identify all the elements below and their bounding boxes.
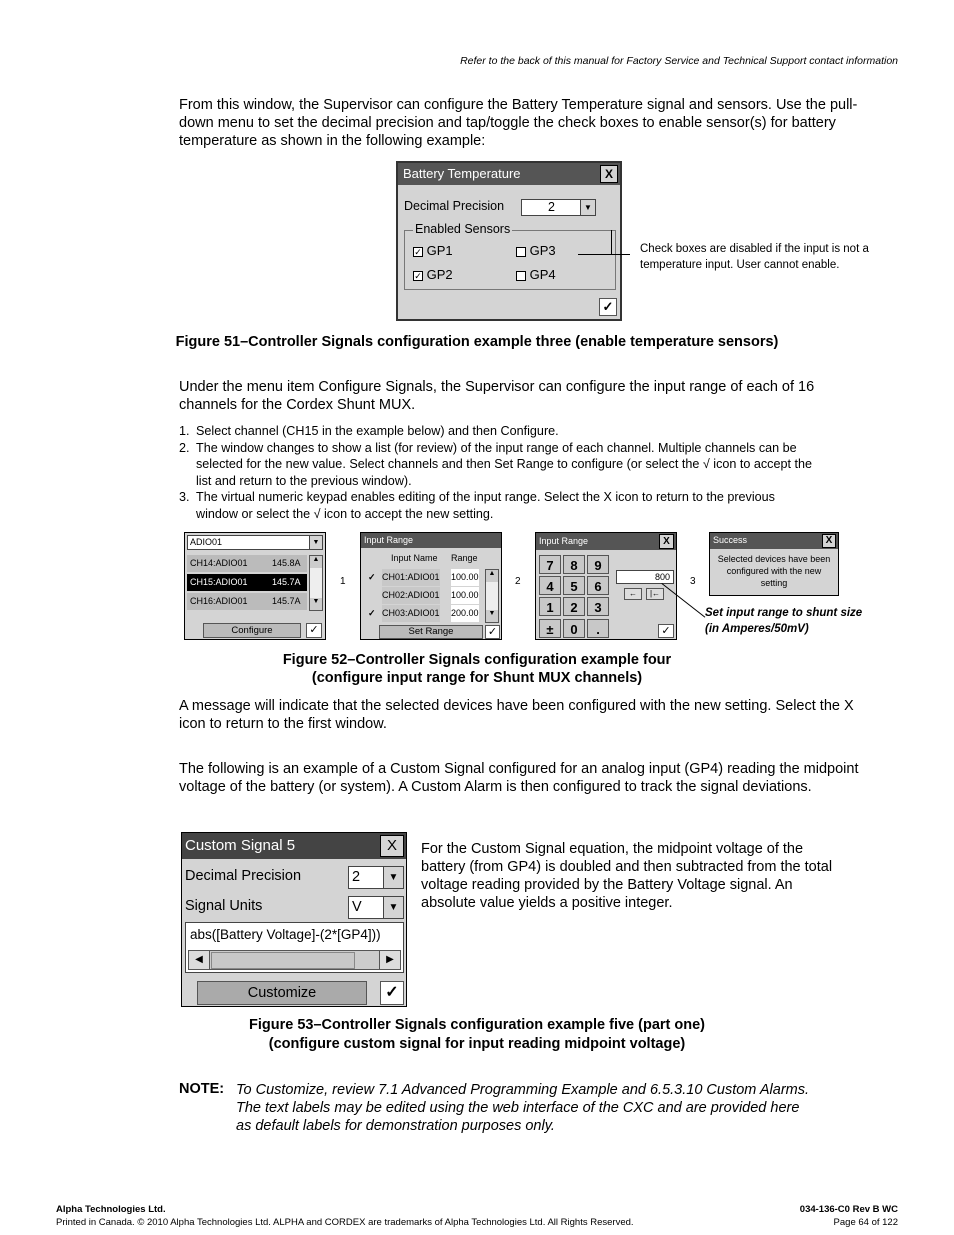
window-titlebar [361, 533, 501, 548]
enabled-sensors-group [404, 222, 616, 290]
ok-button[interactable]: ✓ [306, 623, 322, 638]
section4-paragraph: The following is an example of a Custom Signal configured for an analog input (GP4) reading the midpoint voltage of the battery (or system). A Custom Alarm is then configured to track the signal deviations. [179, 761, 859, 795]
window-titlebar [536, 533, 676, 550]
scroll-left-icon[interactable]: ◀ [189, 951, 210, 969]
note-text [236, 1081, 876, 1135]
clear-icon[interactable]: |← [646, 588, 664, 600]
chevron-down-icon[interactable]: ▼ [383, 867, 403, 888]
key-decimal[interactable]: . [587, 619, 609, 638]
signal-units-value: V [352, 899, 362, 915]
decimal-precision-label: Decimal Precision [185, 868, 302, 884]
window-titlebar [710, 533, 838, 549]
fig52-callout: Set input range to shunt size (in Amperes/50mV) [705, 607, 863, 635]
backspace-icon[interactable]: ← [624, 588, 642, 600]
fig53-description: For the Custom Signal equation, the midpoint voltage of the battery (from GP4) is doubled and then subtracted from the total voltage reading provided by the Battery Voltage signal. An absolute value yields a positive integer. [421, 841, 833, 911]
sensor-gp2[interactable] [413, 267, 453, 282]
note-line: as default labels for demonstration purposes only. [236, 1118, 555, 1134]
scroll-right-icon[interactable]: ▶ [379, 951, 400, 969]
window-title: Input Range [364, 535, 414, 545]
success-message: Selected devices have been configured with the new setting [717, 554, 831, 588]
list-item: 3. The virtual numeric keypad enables editing of the input range. Select the X icon to return to the previous window or select the √ icon to accept the new setting. [179, 490, 775, 521]
window-title: Input Range [539, 536, 589, 546]
scroll-down-icon[interactable]: ▼ [310, 598, 322, 610]
key-5[interactable]: 5 [563, 576, 585, 595]
footer-left [56, 1203, 634, 1229]
equation-value: abs([Battery Voltage]-(2*[GP4])) [190, 927, 381, 942]
column-header: Range [451, 553, 478, 563]
sensor-label: GP3 [529, 243, 556, 258]
key-6[interactable]: 6 [587, 576, 609, 595]
section2-paragraph: Under the menu item Configure Signals, the Supervisor can configure the input range of each of 16 channels for the Cordex Shunt MUX. [179, 379, 815, 413]
sensor-label: GP2 [426, 267, 453, 282]
set-range-button[interactable]: Set Range [379, 625, 483, 639]
callout-line [611, 230, 612, 255]
footer-doc-id: 034-136-C0 Rev B WC [799, 1204, 898, 1215]
figure-52-caption-line2: (configure input range for Shunt MUX channels) [311, 670, 643, 686]
numeric-keypad-window [535, 532, 677, 640]
footer-legal: Printed in Canada. © 2010 Alpha Technologies Ltd. ALPHA and CORDEX are trademarks of Alpha Technologies Ltd. All Rights Reserved. [56, 1217, 634, 1228]
key-2[interactable]: 2 [563, 597, 585, 616]
decimal-precision-value: 2 [548, 200, 555, 214]
chevron-down-icon[interactable]: ▼ [580, 200, 595, 215]
footer-right [800, 1203, 898, 1229]
step-label: 2 [515, 576, 521, 587]
close-button[interactable]: X [600, 165, 618, 183]
table-row[interactable]: ✓ CH01:ADIO01 100.00 [363, 569, 483, 586]
success-window [709, 532, 839, 596]
sensor-gp3[interactable] [516, 243, 556, 258]
callout-line [578, 254, 630, 255]
scroll-up-icon[interactable]: ▲ [310, 556, 322, 568]
device-dropdown[interactable] [187, 535, 323, 550]
scroll-down-icon[interactable]: ▼ [486, 610, 498, 622]
signal-units-label: Signal Units [185, 898, 263, 914]
footer-page: Page 64 of 122 [833, 1217, 898, 1228]
note-line: To Customize, review 7.1 Advanced Programming Example and 6.5.3.10 Custom Alarms. [236, 1082, 810, 1098]
input-range-list-window [360, 532, 502, 640]
key-8[interactable]: 8 [563, 555, 585, 574]
horizontal-scrollbar[interactable] [188, 950, 401, 970]
header-note: Refer to the back of this manual for Factory Service and Technical Support contact information [460, 55, 898, 67]
column-header: Input Name [391, 553, 438, 563]
table-row[interactable]: CH02:ADIO01 100.00 [363, 587, 483, 604]
sensor-label: GP4 [529, 267, 556, 282]
ok-button[interactable]: ✓ [485, 625, 500, 639]
table-row[interactable]: ✓ CH03:ADIO01 200.00 [363, 605, 483, 622]
fig51-callout: Check boxes are disabled if the input is not a temperature input. User cannot enable. [640, 243, 869, 271]
checkbox[interactable]: ✓ [414, 270, 422, 281]
step-label: 1 [340, 576, 346, 587]
section3-paragraph: A message will indicate that the selected devices have been configured with the new setting. Select the X icon to return to the first window. [179, 698, 854, 732]
checkbox[interactable] [516, 271, 526, 281]
scroll-thumb[interactable] [211, 952, 355, 969]
ok-button[interactable]: ✓ [658, 624, 674, 638]
close-button[interactable]: X [659, 534, 674, 549]
scrollbar[interactable] [485, 569, 499, 623]
table-row[interactable]: CH16:ADIO01 145.7A [187, 593, 307, 610]
scroll-up-icon[interactable]: ▲ [486, 570, 498, 582]
device-dropdown-value: ADIO01 [190, 537, 223, 547]
key-0[interactable]: 0 [563, 619, 585, 638]
step-label: 3 [690, 576, 696, 587]
customize-button[interactable]: Customize [197, 981, 367, 1005]
table-row[interactable]: CH14:ADIO01 145.8A [187, 555, 307, 572]
footer-company: Alpha Technologies Ltd. [56, 1204, 166, 1215]
key-1[interactable]: 1 [539, 597, 561, 616]
key-4[interactable]: 4 [539, 576, 561, 595]
window-title: Battery Temperature [403, 166, 521, 181]
list-item: 1. Select channel (CH15 in the example below) and then Configure. [179, 424, 559, 438]
note-label: NOTE: [179, 1081, 225, 1097]
figure-52-caption-line1: Figure 52–Controller Signals configuration example four [282, 652, 672, 668]
key-3[interactable]: 3 [587, 597, 609, 616]
sensor-gp1[interactable] [413, 243, 453, 258]
figure-51-caption: Figure 51–Controller Signals configuration example three (enable temperature sensors) [175, 334, 779, 350]
range-value-field[interactable]: 800 [616, 570, 674, 584]
channel-list-window [184, 532, 326, 640]
figure-53-caption-line1: Figure 53–Controller Signals configuration example five (part one) [248, 1017, 706, 1033]
checkbox[interactable]: ✓ [414, 246, 422, 257]
chevron-down-icon[interactable]: ▼ [383, 897, 403, 918]
table-row[interactable]: CH15:ADIO01 145.7A [187, 574, 307, 591]
ok-button[interactable]: ✓ [380, 981, 404, 1005]
key-7[interactable]: 7 [539, 555, 561, 574]
custom-signal-window [181, 832, 407, 1007]
intro-paragraph: From this window, the Supervisor can configure the Battery Temperature signal and sensors. Use the pull-down menu to set the decimal precision and tap/toggle the check boxes to enable sensor(s) for battery temperature as shown in the following example: [179, 97, 858, 149]
battery-temperature-window [396, 161, 622, 321]
window-title: Success [713, 535, 748, 545]
checkbox[interactable] [516, 247, 526, 257]
decimal-precision-dropdown[interactable] [348, 866, 404, 889]
sensor-label: GP1 [426, 243, 453, 258]
window-titlebar [182, 833, 406, 859]
figure-53-caption-line2: (configure custom signal for input reading midpoint voltage) [268, 1036, 686, 1052]
close-button[interactable]: X [822, 534, 836, 548]
close-button[interactable]: X [380, 835, 404, 857]
key-plus-minus[interactable]: ± [539, 619, 561, 638]
steps-list [179, 423, 819, 522]
key-9[interactable]: 9 [587, 555, 609, 574]
decimal-precision-value: 2 [352, 869, 361, 885]
ok-button[interactable]: ✓ [599, 298, 617, 316]
decimal-precision-label: Decimal Precision [404, 199, 505, 213]
window-title: Custom Signal 5 [185, 837, 296, 854]
group-label: Enabled Sensors [415, 222, 511, 236]
chevron-down-icon[interactable]: ▼ [309, 536, 322, 549]
signal-units-dropdown[interactable] [348, 896, 404, 919]
note-line: The text labels may be edited using the web interface of the CXC and are provided here [236, 1100, 800, 1116]
equation-field[interactable] [185, 922, 404, 973]
scrollbar[interactable] [309, 555, 323, 611]
configure-button[interactable]: Configure [203, 623, 301, 638]
list-item: 2. The window changes to show a list (for review) of the input range of each channel. Multiple channels can be selected for the new value. Select channels and then Set Range to configure (or select the √ icon to accept the list and return to the previous window). [179, 440, 812, 488]
sensor-gp4[interactable] [516, 267, 556, 282]
decimal-precision-dropdown[interactable] [521, 199, 596, 216]
window-titlebar [398, 163, 620, 185]
